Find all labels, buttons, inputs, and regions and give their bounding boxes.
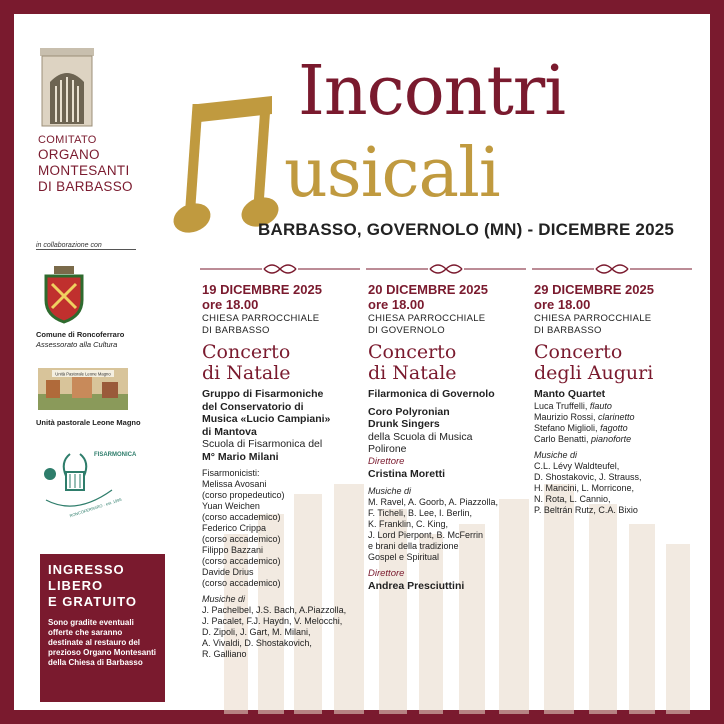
event-column-1 <box>202 282 367 660</box>
event-title: Concerto degli Auguri <box>534 341 654 384</box>
event-time: ore 18.00 <box>534 297 591 312</box>
free-entry-box <box>40 554 165 702</box>
composer-line: D. Shostakovic, J. Strauss, <box>534 471 642 482</box>
player-course: (corso propedeutico) <box>202 490 285 500</box>
player-name: Melissa Avosani <box>202 479 267 489</box>
player-name: Davide Drius <box>202 567 254 577</box>
composer-line: M. Ravel, A. Goorb, A. Piazzolla, <box>368 496 499 507</box>
director-name: Cristina Moretti <box>368 468 446 480</box>
player-name: Filippo Bazzani <box>202 545 264 555</box>
event-subtitle: BARBASSO, GOVERNOLO (MN) - DICEMBRE 2025 <box>258 220 675 239</box>
player-course: (corso accademico) <box>202 534 281 544</box>
director-label: Direttore <box>368 567 405 579</box>
event-date: 19 DICEMBRE 2025 <box>202 282 322 297</box>
school-line: Scuola di Fisarmonica del <box>202 438 323 450</box>
choir-line: Coro Polyronian <box>368 405 450 418</box>
event-time: ore 18.00 <box>368 297 425 312</box>
event-column-3 <box>534 282 699 516</box>
entry-note: Sono gradite eventuali offerte che saranno destinate al restauro del prezioso Organo Montesanti della Chiesa di Barbasso <box>48 618 157 667</box>
unita-sign-text: Unità Pastorale Leone Magno <box>55 371 111 377</box>
music-label: Musiche di <box>534 449 578 460</box>
composer-line: J. Pachelbel, J.S. Bach, A.Piazzolla, <box>202 605 347 615</box>
composer-line: D. Zipoli, J. Gart, M. Milani, <box>202 627 311 637</box>
ornament-divider-1 <box>200 261 360 277</box>
poster-sheet <box>14 14 710 710</box>
composer-line: N. Rota, L. Cannio, <box>534 493 611 504</box>
event-location: CHIESA PARROCCHIALE DI GOVERNOLO <box>368 313 486 336</box>
musician-line: Carlo Benatti, pianoforte <box>534 433 632 444</box>
composer-line: J. Pacalet, F.J. Haydn, V. Melocchi, <box>202 616 343 626</box>
player-course: (corso accademico) <box>202 578 281 588</box>
composer-line: K. Franklin, C. King, <box>368 518 449 529</box>
composer-line: J. Lord Pierpont, B. McFerrin <box>368 529 484 540</box>
choir-line: Polirone <box>368 443 407 455</box>
unita-pastorale-image <box>38 368 128 410</box>
organ-logo-icon <box>38 46 96 130</box>
musician-line: Luca Truffelli, flauto <box>534 400 612 411</box>
entry-title: INGRESSO LIBERO E GRATUITO <box>48 562 137 609</box>
title-musicali: usicali <box>284 134 500 213</box>
composer-line: C.L. Lévy Waldteufel, <box>534 460 620 471</box>
director-label: Direttore <box>368 455 405 467</box>
composer-line: e brani della tradizione <box>368 540 459 551</box>
director-name: Andrea Presciuttini <box>368 580 465 592</box>
fisarmonica-location-text: RONCOFERRARO · est. 1995 <box>68 496 123 519</box>
event-column-2 <box>368 282 533 593</box>
music-label: Musiche di <box>202 594 246 604</box>
player-course: (corso accademico) <box>202 512 281 522</box>
comune-coat-of-arms-icon <box>40 264 88 324</box>
event-title: Concerto di Natale <box>202 341 291 384</box>
event-date: 20 DICEMBRE 2025 <box>368 282 488 297</box>
music-label: Musiche di <box>368 485 412 496</box>
event-date: 29 DICEMBRE 2025 <box>534 282 654 297</box>
choir-line: della Scuola di Musica <box>368 430 473 443</box>
composer-line: H. Mancini, L. Morricone, <box>534 482 635 493</box>
choir-line: Drunk Singers <box>368 418 440 430</box>
committee-name: COMITATO ORGANO MONTESANTI DI BARBASSO <box>38 134 133 194</box>
ornament-divider-3 <box>532 261 692 277</box>
musician-line: Maurizio Rossi, clarinetto <box>534 411 635 422</box>
event-location: CHIESA PARROCCHIALE DI BARBASSO <box>202 313 320 336</box>
performer-line: del Conservatorio di <box>202 400 304 413</box>
composer-line: F. Ticheli, B. Lee, I. Berlin, <box>368 507 473 518</box>
composer-line: P. Beltrán Rutz, C.A. Bixio <box>534 504 638 515</box>
player-name: Federico Crippa <box>202 523 267 533</box>
composer-line: R. Galliano <box>202 649 247 659</box>
player-name: Yuan Weichen <box>202 501 260 511</box>
performer-line: Filarmonica di Governolo <box>368 388 495 400</box>
performer-line: di Mantova <box>202 425 257 438</box>
event-title: Concerto di Natale <box>368 341 457 384</box>
teacher-name: M° Mario Milani <box>202 450 279 463</box>
performer-line: Musica «Lucio Campiani» <box>202 413 331 425</box>
musician-line: Stefano Miglioli, fagotto <box>534 422 628 433</box>
performer-line: Gruppo di Fisarmoniche <box>202 388 324 400</box>
event-location: CHIESA PARROCCHIALE DI BARBASSO <box>534 313 652 336</box>
unita-label: Unità pastorale Leone Magno <box>36 418 141 427</box>
title-incontri: Incontri <box>298 52 566 131</box>
composer-line: A. Vivaldi, D. Shostakovich, <box>202 638 312 648</box>
event-time: ore 18.00 <box>202 297 259 312</box>
collaboration-label: in collaborazione con <box>36 242 136 250</box>
comune-block: Comune di Roncoferraro Assessorato alla Cultura <box>36 330 125 349</box>
ornament-divider-2 <box>366 261 526 277</box>
fisarmonica-text: FISARMONICA <box>94 452 137 458</box>
fisarmonica-logo-icon <box>36 446 137 519</box>
composer-line: Gospel e Spiritual <box>368 551 440 562</box>
player-course: (corso accademico) <box>202 556 281 566</box>
players-label: Fisarmonicisti: <box>202 468 260 478</box>
performer-line: Manto Quartet <box>534 388 606 400</box>
